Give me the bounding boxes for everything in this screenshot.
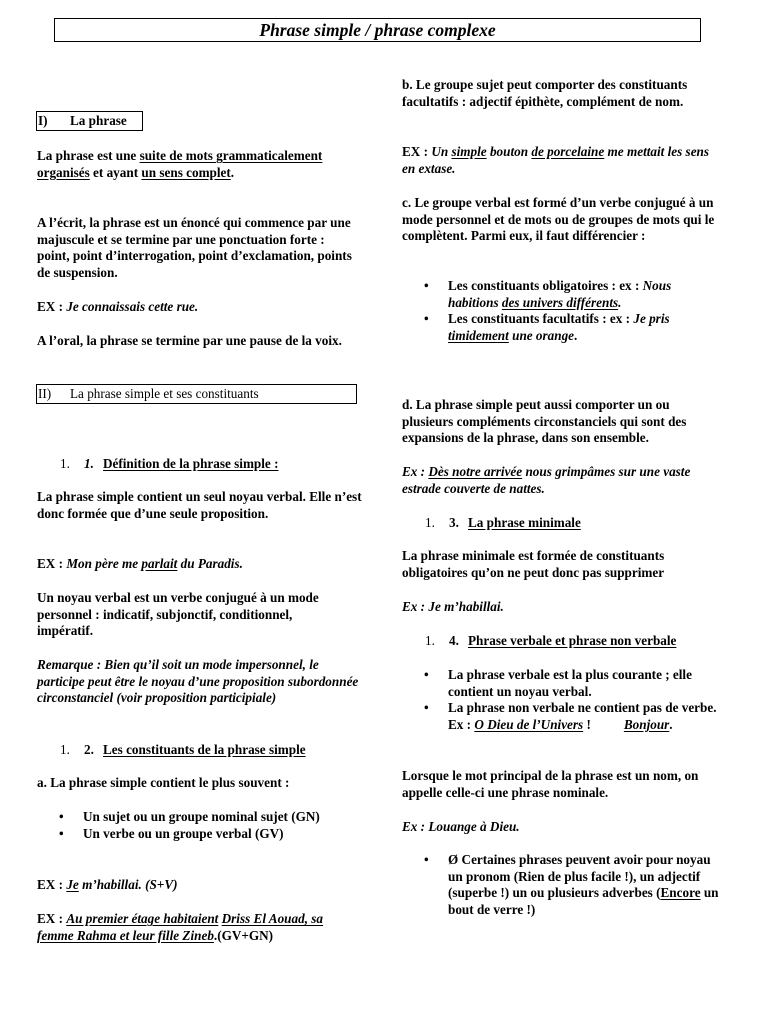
example-text: .	[618, 294, 622, 310]
underlined-text: Encore	[660, 885, 701, 901]
list-item	[422, 311, 712, 344]
text: un bout de verre !)	[448, 885, 719, 917]
subheading-label: Définition de la phrase simple :	[103, 456, 279, 471]
section-2-label: La phrase simple et ses constituants	[70, 386, 259, 401]
example-text: m’habillai.	[78, 877, 146, 892]
paragraph-a: a. La phrase simple contient le plus souvent :	[37, 775, 290, 790]
example-text: Nous habitions	[448, 278, 672, 310]
example-underlined: timidement	[448, 327, 509, 343]
example-label: EX :	[37, 911, 67, 926]
example-b	[402, 144, 722, 177]
text: .	[669, 716, 673, 732]
sub-number: 1.	[84, 456, 94, 471]
example-text: Un	[431, 144, 452, 159]
example-minimale	[402, 599, 702, 616]
sub-number: 3.	[449, 515, 459, 530]
example-text: .(GV+GN)	[213, 927, 274, 943]
section-2-number: II)	[38, 386, 52, 401]
example-underlined: O Dieu de l’Univers	[474, 716, 584, 732]
example-text: bouton	[486, 144, 532, 159]
example-underlined: Dès notre arrivée	[428, 464, 523, 479]
remarque: Remarque : Bien qu’il soit un mode impersonnel, le participe peut être le noyau d’une proposition subordonnée circonstanciel (voir proposition participiale)	[37, 657, 359, 706]
page-title: Phrase simple / phrase complexe	[54, 18, 701, 42]
example-text: me mettait les sens en extase.	[402, 144, 710, 176]
example-text: Je connaissais cette rue.	[66, 299, 199, 314]
paragraph-minimale: La phrase minimale est formée de constituants obligatoires qu’on ne peut donc pas supprimer	[402, 548, 665, 580]
subheading-label: Phrase verbale et phrase non verbale	[468, 633, 677, 648]
example-text: nous grimpâmes sur une vaste estrade couverte de nattes.	[402, 464, 691, 496]
example-text: du Paradis.	[177, 556, 243, 571]
list-item	[422, 700, 722, 733]
list-number: 1.	[425, 515, 435, 530]
text: Les constituants obligatoires : ex :	[448, 278, 643, 293]
bullet-list-gv	[422, 278, 712, 344]
bullet-list-constituants	[57, 809, 327, 842]
list-item: • Un verbe ou un groupe verbal (GV)	[57, 826, 327, 843]
sub-number: 2.	[84, 742, 94, 757]
text: et ayant	[89, 164, 142, 180]
example-label: EX :	[402, 144, 432, 159]
example-1	[37, 299, 347, 316]
subheading-constituants	[60, 742, 306, 759]
list-number: 1.	[425, 633, 435, 648]
list-number: 1.	[60, 742, 70, 757]
list-item	[422, 852, 722, 918]
example-nominale: Ex : Louange à Dieu.	[402, 819, 520, 834]
text: La phrase est une	[37, 148, 140, 163]
example-text: Mon père me	[66, 556, 142, 571]
list-item: • Un sujet ou un groupe nominal sujet (GN)	[57, 809, 327, 826]
paragraph-phrase-simple: La phrase simple contient un seul noyau verbal. Elle n’est donc formée que d’une seule proposition.	[37, 489, 362, 521]
example-underlined: Je	[66, 877, 79, 892]
subheading-label: La phrase minimale	[468, 515, 581, 530]
subheading-phrase-minimale	[425, 515, 581, 532]
paragraph-phrase-definition	[37, 148, 347, 181]
text: Les constituants facultatifs : ex :	[448, 311, 634, 327]
example-d	[402, 464, 717, 497]
list-item	[422, 278, 712, 311]
text: Ø Certaines phrases peuvent avoir pour noyau un pronom (Rien de plus facile !), un adjectif (superbe !) un ou plusieurs adverbes (	[448, 852, 711, 901]
text: La phrase non verbale ne contient pas de verbe. Ex :	[448, 700, 717, 732]
paragraph-d: d. La phrase simple peut aussi comporter un ou plusieurs compléments circonstanciels qui sont des expansions de la phrase, dans son ensemble.	[402, 397, 687, 446]
example-text: (S+V)	[145, 877, 178, 892]
paragraph-nominale: Lorsque le mot principal de la phrase est un nom, on appelle celle-ci une phrase nominale.	[402, 768, 699, 800]
paragraph-b: b. Le groupe sujet peut comporter des constituants facultatifs : adjectif épithète, complément de nom.	[402, 77, 688, 109]
paragraph-noyau-verbal: Un noyau verbal est un verbe conjugué à un mode personnel : indicatif, subjonctif, conditionnel, impératif.	[37, 590, 319, 639]
example-underlined: parlait	[141, 556, 178, 571]
example-text: une orange	[508, 327, 575, 343]
bullet-list-verbale	[422, 667, 722, 733]
example-underlined: de porcelaine	[531, 144, 605, 159]
section-1-label: La phrase	[70, 113, 127, 128]
example-underlined: des univers différents	[501, 294, 619, 310]
example-label: EX :	[37, 299, 67, 314]
example-4	[37, 911, 362, 944]
example-3	[37, 877, 357, 894]
section-1-heading	[36, 111, 143, 131]
paragraph-ecrit: A l’écrit, la phrase est un énoncé qui commence par une majuscule et se termine par une ponctuation forte : point, point d’interrogation, point d’exclamation, points de suspension.	[37, 215, 352, 280]
example-label: EX :	[37, 556, 67, 571]
sub-number: 4.	[449, 633, 459, 648]
example-label: EX :	[37, 877, 67, 892]
text: .	[230, 164, 235, 180]
subheading-label: Les constituants de la phrase simple	[103, 742, 306, 757]
section-2-heading	[36, 384, 357, 404]
underlined-text: un sens complet	[141, 164, 231, 180]
subheading-verbale	[425, 633, 676, 650]
bullet-list-nominale	[422, 852, 722, 918]
list-item: • La phrase verbale est la plus courante ; elle contient un noyau verbal.	[422, 667, 722, 700]
example-underlined: Bonjour	[623, 716, 670, 732]
example-underlined: Driss El Aouad, sa femme Rahma et leur fille Zineb	[37, 911, 324, 943]
example-text: Je m’habillai.	[428, 599, 504, 614]
paragraph-oral: A l’oral, la phrase se termine par une pause de la voix.	[37, 333, 342, 348]
subheading-definition	[60, 456, 278, 473]
text: .	[574, 327, 578, 343]
example-label: Ex :	[402, 464, 429, 479]
example-text: Je pris	[633, 311, 670, 327]
example-underlined: Au premier étage habitaient	[66, 911, 219, 926]
paragraph-c: c. Le groupe verbal est formé d’un verbe conjugué à un mode personnel et de mots ou de groupes de mots qui le complètent. Parmi eux, il faut différencier :	[402, 195, 715, 244]
example-2	[37, 556, 357, 573]
text: !	[583, 716, 624, 732]
example-label: Ex :	[402, 599, 429, 614]
section-1-number: I)	[38, 113, 48, 128]
example-underlined: simple	[451, 144, 487, 159]
list-number: 1.	[60, 456, 70, 471]
underlined-text: suite de mots grammaticalement organisés	[37, 148, 323, 180]
